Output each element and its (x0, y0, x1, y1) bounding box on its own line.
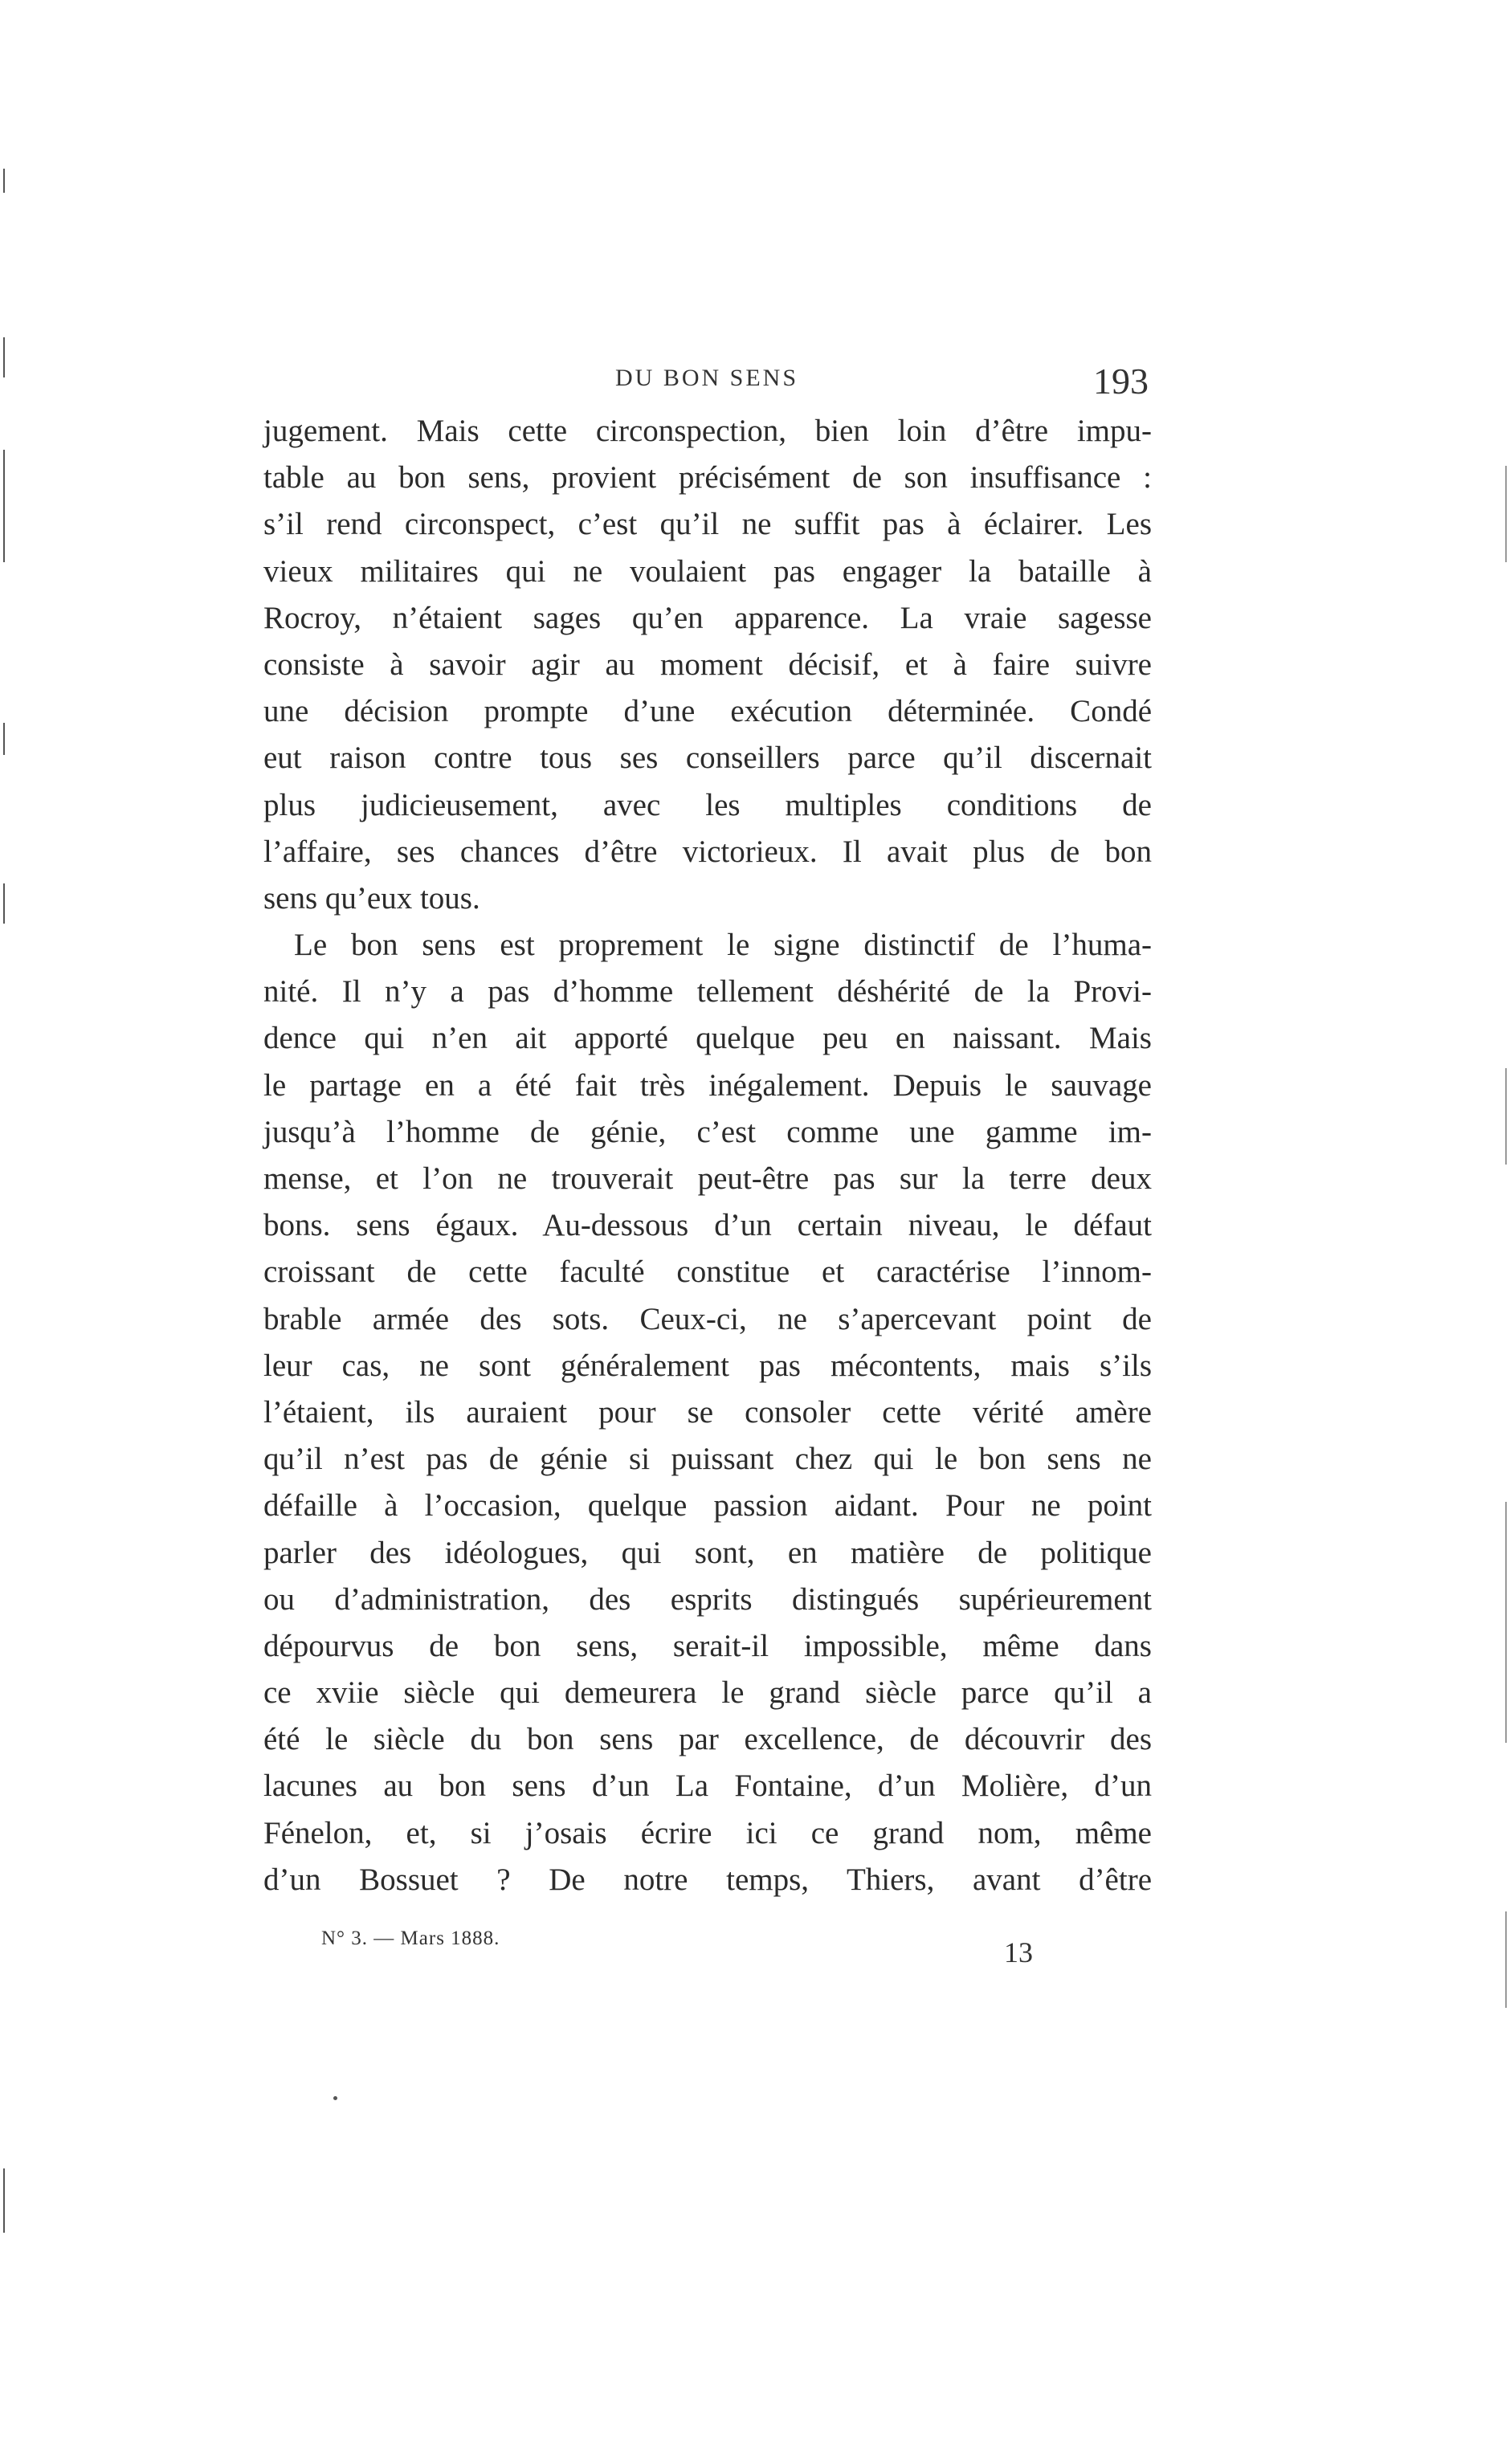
text-line: d’un Bossuet ? De notre temps, Thiers, avant d’être (263, 1862, 1152, 1897)
text-line: l’affaire, ses chances d’être victorieux. Il avait plus de bon (263, 834, 1152, 869)
scan-edge-mark (1505, 1502, 1507, 1743)
text-line: dépourvus de bon sens, serait-il impossible, même dans (263, 1628, 1152, 1663)
text-line: plus judicieusement, avec les multiples conditions de (263, 787, 1152, 822)
scan-edge-mark (1505, 1911, 1507, 2008)
text-line: consiste à savoir agir au moment décisif, et à faire suivre (263, 647, 1152, 682)
issue-imprint: N° 3. — Mars 1888. (321, 1928, 500, 1949)
running-title: DU BON SENS (614, 365, 799, 391)
text-line: ce xviie siècle qui demeurera le grand siècle parce qu’il a (263, 1675, 1152, 1711)
scan-edge-mark (3, 2168, 5, 2233)
running-head (265, 360, 1149, 408)
text-line: qu’il n’est pas de génie si puissant chez qui le bon sens ne (263, 1442, 1152, 1477)
text-line: s’il rend circonspect, c’est qu’il ne suffit pas à éclairer. Les (263, 507, 1152, 542)
text-line: table au bon sens, provient précisément de son insuffisance : (263, 460, 1152, 496)
scan-edge-mark (3, 883, 5, 924)
text-line: eut raison contre tous ses conseillers parce qu’il discernait (263, 740, 1152, 776)
text-line: Rocroy, n’étaient sages qu’en apparence. La vraie sagesse (263, 600, 1152, 635)
text-line: une décision prompte d’une exécution déterminée. Condé (263, 694, 1152, 729)
text-line: dence qui n’en ait apporté quelque peu en naissant. Mais (263, 1021, 1152, 1056)
text-line: lacunes au bon sens d’un La Fontaine, d’un Molière, d’un (263, 1768, 1152, 1804)
scan-edge-mark (1505, 466, 1507, 562)
text-line: mense, et l’on ne trouverait peut-être pas sur la terre deux (263, 1161, 1152, 1196)
paragraph-start-line: Le bon sens est proprement le signe distinctif de l’huma- (294, 928, 1152, 963)
text-line: brable armée des sots. Ceux-ci, ne s’apercevant point de (263, 1301, 1152, 1336)
page-footer (321, 1928, 1044, 1976)
scan-edge-mark (3, 450, 5, 562)
text-line: jusqu’à l’homme de génie, c’est comme une gamme im- (263, 1114, 1152, 1149)
text-line: croissant de cette faculté constitue et caractérise l’innom- (263, 1254, 1152, 1290)
text-line: l’étaient, ils auraient pour se consoler cette vérité amère (263, 1394, 1152, 1430)
text-line: vieux militaires qui ne voulaient pas engager la bataille à (263, 553, 1152, 589)
text-line: été le siècle du bon sens par excellence, de découvrir des (263, 1722, 1152, 1757)
text-line: ou d’administration, des esprits distingués supérieurement (263, 1581, 1152, 1617)
signature-mark: 13 (1004, 1936, 1033, 1968)
scan-edge-mark (3, 169, 5, 193)
body-text (263, 408, 1152, 1903)
scan-dot (333, 2096, 337, 2100)
text-line: Fénelon, et, si j’osais écrire ici ce grand nom, même (263, 1815, 1152, 1850)
text-line: nité. Il n’y a pas d’homme tellement déshérité de la Provi- (263, 974, 1152, 1010)
scan-edge-mark (1505, 1068, 1507, 1165)
scan-edge-mark (3, 723, 5, 755)
text-line: leur cas, ne sont généralement pas mécontents, mais s’ils (263, 1348, 1152, 1383)
paragraph-end-line: sens qu’eux tous. (263, 880, 480, 916)
text-line: jugement. Mais cette circonspection, bien loin d’être impu- (263, 414, 1152, 448)
text-line: bons. sens égaux. Au-dessous d’un certain niveau, le défaut (263, 1208, 1152, 1243)
scan-edge-mark (3, 337, 5, 377)
text-line: défaille à l’occasion, quelque passion aidant. Pour ne point (263, 1488, 1152, 1524)
page-number: 193 (1093, 361, 1149, 402)
text-line: parler des idéologues, qui sont, en matière de politique (263, 1535, 1152, 1570)
text-line: le partage en a été fait très inégalement. Depuis le sauvage (263, 1067, 1152, 1103)
